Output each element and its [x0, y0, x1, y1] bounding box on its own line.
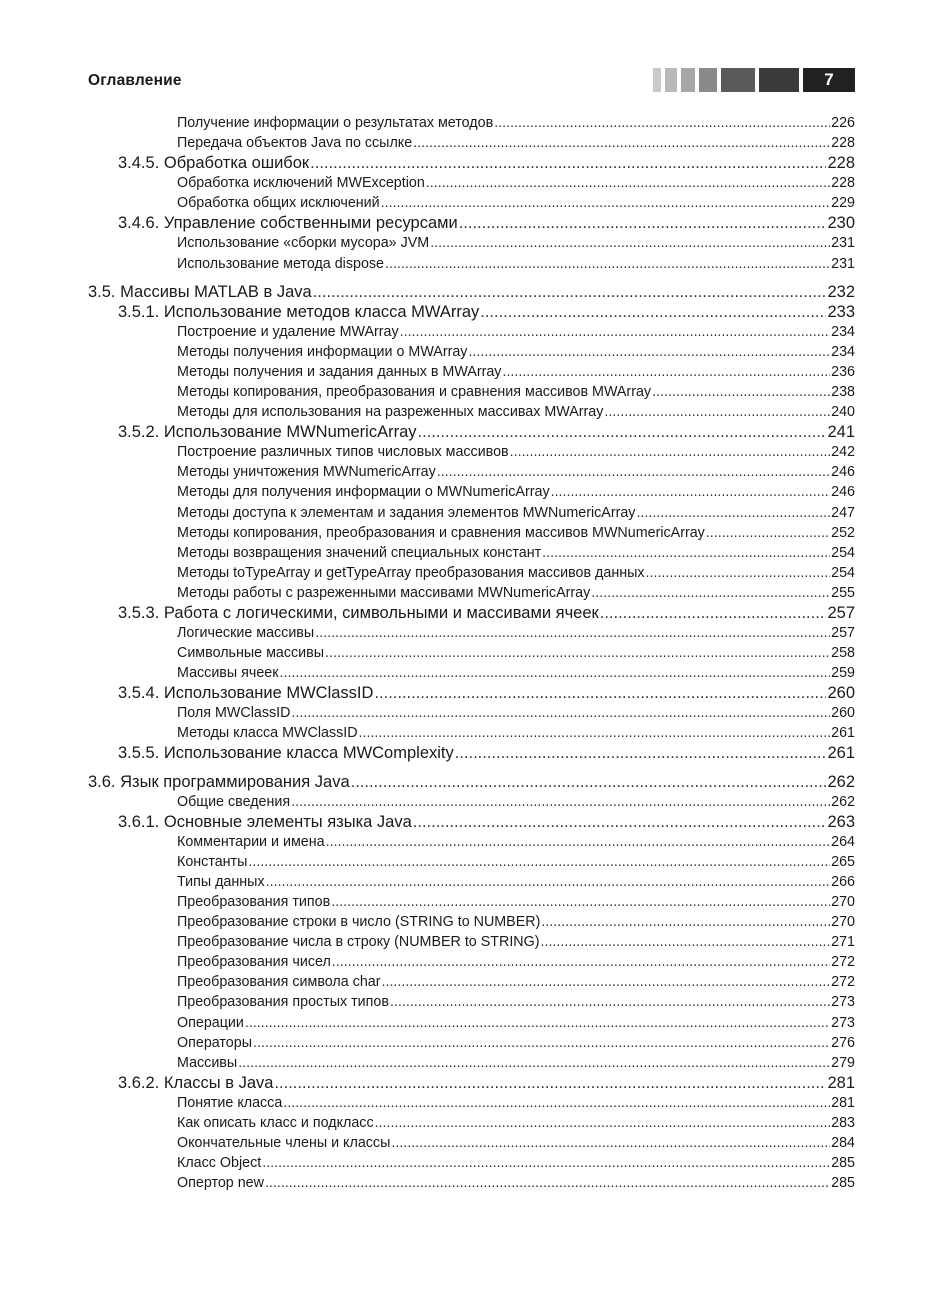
- toc-entry-title: Массивы: [177, 1054, 238, 1071]
- toc-section[interactable]: [88, 283, 855, 302]
- toc-subsection[interactable]: [88, 154, 855, 173]
- dot-leader: [591, 585, 830, 601]
- toc-entry-page: 252: [831, 524, 855, 541]
- toc-entry-title: Методы класса MWClassID: [177, 725, 358, 742]
- dot-leader: [262, 1155, 830, 1171]
- dot-leader: [248, 854, 830, 870]
- toc-entry[interactable]: [88, 115, 855, 131]
- toc-entry-page: 240: [831, 404, 855, 421]
- toc-entry-title: Преобразование числа в строку (NUMBER to STRING): [177, 934, 540, 951]
- toc-entry-page: 241: [827, 423, 855, 442]
- toc-entry-page: 246: [831, 484, 855, 501]
- toc-entry[interactable]: [88, 854, 855, 870]
- toc-entry-title: 3.4.5. Обработка ошибок: [118, 154, 310, 173]
- dot-leader: [430, 235, 830, 251]
- toc-entry-page: 260: [827, 684, 855, 703]
- toc-entry[interactable]: [88, 484, 855, 500]
- toc-entry-title: 3.6.2. Классы в Java: [118, 1073, 274, 1092]
- dot-leader: [274, 1074, 826, 1093]
- toc-entry-page: 231: [831, 235, 855, 252]
- dot-leader: [413, 813, 827, 832]
- toc-entry-title: Методы копирования, преобразования и сравнения массивов MWArray: [177, 384, 652, 401]
- toc-entry-page: 260: [831, 705, 855, 722]
- toc-entry-page: 279: [831, 1054, 855, 1071]
- dot-leader: [351, 773, 827, 792]
- toc-entry[interactable]: [88, 565, 855, 581]
- toc-entry-title: Использование метода dispose: [177, 255, 385, 272]
- dot-leader: [636, 505, 830, 521]
- toc-entry[interactable]: [88, 505, 855, 521]
- dot-leader: [374, 684, 826, 703]
- toc-entry-page: 276: [831, 1034, 855, 1051]
- toc-entry[interactable]: [88, 1175, 855, 1191]
- toc-entry-title: 3.5.2. Использование MWNumericArray: [118, 423, 417, 442]
- toc-entry-page: 284: [831, 1135, 855, 1151]
- toc-entry[interactable]: [88, 525, 855, 541]
- dot-leader: [437, 464, 830, 480]
- toc-entry[interactable]: [88, 1135, 855, 1151]
- decor-bar: [721, 68, 755, 92]
- toc-entry-title: Преобразования простых типов: [177, 994, 389, 1011]
- toc-entry[interactable]: [88, 256, 855, 272]
- toc-entry-page: 254: [831, 564, 855, 581]
- toc-subsection[interactable]: [88, 1074, 855, 1093]
- toc-entry[interactable]: [88, 625, 855, 641]
- toc-entry-page: 228: [831, 135, 855, 152]
- toc-entry-page: 285: [831, 1155, 855, 1172]
- toc-entry[interactable]: [88, 1115, 855, 1131]
- dot-leader: [455, 744, 827, 763]
- toc-entry-page: 262: [831, 793, 855, 810]
- toc-entry-title: Преобразования типов: [177, 894, 331, 911]
- toc-entry-page: 261: [831, 725, 855, 742]
- toc-entry-page: 247: [831, 504, 855, 521]
- toc-entry[interactable]: [88, 874, 855, 890]
- dot-leader: [426, 175, 830, 191]
- toc-entry-title: Операции: [177, 1014, 244, 1031]
- dot-leader: [332, 954, 830, 970]
- toc-subsection[interactable]: [88, 813, 855, 832]
- dot-leader: [375, 1115, 831, 1131]
- toc-entry[interactable]: [88, 235, 855, 251]
- toc-entry[interactable]: [88, 725, 855, 741]
- dot-leader: [265, 1175, 830, 1191]
- toc-entry-page: 234: [831, 343, 855, 360]
- toc-entry-title: Символьные массивы: [177, 645, 325, 662]
- toc-entry-title: Методы копирования, преобразования и сравнения массивов MWNumericArray: [177, 524, 705, 541]
- dot-leader: [413, 135, 830, 151]
- dot-leader: [706, 525, 830, 541]
- toc-entry[interactable]: [88, 344, 855, 360]
- toc-entry-page: 266: [831, 873, 855, 890]
- toc-entry-title: Использование «сборки мусора» JVM: [177, 235, 430, 252]
- toc-entry-title: Методы toTypeArray и getTypeArray преобразования массивов данных: [177, 564, 645, 581]
- dot-leader: [315, 625, 830, 641]
- toc-subsection[interactable]: [88, 214, 855, 233]
- toc-entry-title: Обработка исключений MWException: [177, 175, 425, 192]
- toc-entry[interactable]: [88, 1095, 855, 1111]
- decor-bar: [681, 68, 695, 92]
- toc-entry-page: 254: [831, 544, 855, 561]
- toc-entry-page: 242: [831, 444, 855, 461]
- toc-entry-title: Преобразования чисел: [177, 954, 331, 971]
- toc-entry[interactable]: [88, 464, 855, 480]
- toc-entry[interactable]: [88, 364, 855, 380]
- toc-entry[interactable]: [88, 994, 855, 1010]
- toc-entry[interactable]: [88, 135, 855, 151]
- dot-leader: [291, 705, 830, 721]
- toc-entry[interactable]: [88, 195, 855, 211]
- decor-bar: [665, 68, 677, 92]
- toc-entry[interactable]: [88, 545, 855, 561]
- toc-entry-page: 230: [827, 214, 855, 233]
- toc-entry[interactable]: [88, 1015, 855, 1031]
- toc-entry-page: 232: [827, 282, 855, 301]
- toc-entry[interactable]: [88, 1035, 855, 1051]
- decor-bar: [699, 68, 717, 92]
- running-title: Оглавление: [88, 72, 182, 89]
- toc-subsection[interactable]: [88, 423, 855, 442]
- toc-entry-page: 257: [831, 625, 855, 641]
- toc-section[interactable]: [88, 773, 855, 792]
- toc-entry[interactable]: [88, 914, 855, 930]
- toc-entry-title: 3.4.6. Управление собственными ресурсами: [118, 214, 458, 233]
- toc-entry-title: Поля MWClassID: [177, 705, 291, 722]
- toc-entry-title: Комментарии и имена: [177, 833, 325, 850]
- toc-entry[interactable]: [88, 384, 855, 400]
- toc-entry-page: 226: [831, 115, 855, 131]
- dot-leader: [382, 974, 831, 990]
- dot-leader: [238, 1055, 830, 1071]
- decor-bar: [759, 68, 799, 92]
- toc-entry-page: 281: [831, 1094, 855, 1111]
- toc-entry-page: 229: [831, 195, 855, 212]
- dot-leader: [359, 725, 831, 741]
- toc-entry-page: 228: [831, 175, 855, 192]
- dot-leader: [551, 484, 831, 500]
- toc-entry[interactable]: [88, 1155, 855, 1171]
- toc-entry[interactable]: [88, 705, 855, 721]
- toc-entry-title: Методы работы с разреженными массивами MWNumericArray: [177, 584, 591, 601]
- toc-entry-page: 273: [831, 994, 855, 1011]
- toc-entry-title: 3.5. Массивы MATLAB в Java: [88, 282, 312, 301]
- dot-leader: [652, 384, 830, 400]
- toc-entry-page: 258: [831, 645, 855, 662]
- dot-leader: [291, 794, 830, 810]
- toc-entry-title: 3.5.3. Работа с логическими, символьными и массивами ячеек: [118, 603, 599, 622]
- toc-entry-title: Передача объектов Java по ссылке: [177, 135, 413, 152]
- toc-entry-page: 262: [827, 772, 855, 791]
- toc-entry-title: Окончательные члены и классы: [177, 1135, 391, 1151]
- dot-leader: [480, 303, 826, 322]
- toc-entry-title: Методы возвращения значений специальных констант: [177, 544, 542, 561]
- toc-entry[interactable]: [88, 934, 855, 950]
- dot-leader: [502, 364, 830, 380]
- toc-entry-title: Преобразования символа char: [177, 974, 381, 991]
- toc-entry[interactable]: [88, 894, 855, 910]
- dot-leader: [266, 874, 831, 890]
- toc-entry-title: 3.6.1. Основные элементы языка Java: [118, 812, 412, 831]
- dot-leader: [280, 665, 831, 681]
- toc-entry-title: Типы данных: [177, 873, 265, 890]
- dot-leader: [310, 154, 826, 173]
- toc-subsection[interactable]: [88, 604, 855, 623]
- toc-entry-page: 261: [827, 744, 855, 763]
- toc-entry-title: Методы доступа к элементам и задания элементов MWNumericArray: [177, 504, 636, 521]
- header-decoration: [649, 68, 855, 92]
- toc-entry-title: Методы уничтожения MWNumericArray: [177, 464, 436, 481]
- dot-leader: [541, 914, 830, 930]
- toc-entry[interactable]: [88, 665, 855, 681]
- dot-leader: [326, 834, 831, 850]
- dot-leader: [283, 1095, 830, 1111]
- toc-entry-page: 259: [831, 665, 855, 682]
- toc-entry-page: 236: [831, 363, 855, 380]
- dot-leader: [541, 934, 831, 950]
- toc-entry-title: 3.6. Язык программирования Java: [88, 772, 350, 791]
- decor-bar: [653, 68, 661, 92]
- dot-leader: [390, 994, 830, 1010]
- toc-entry-title: Класс Object: [177, 1155, 262, 1172]
- dot-leader: [418, 423, 827, 442]
- toc-entry[interactable]: [88, 794, 855, 810]
- toc-entry-page: 265: [831, 853, 855, 870]
- toc-entry[interactable]: [88, 324, 855, 340]
- toc-entry-title: Опертор new: [177, 1175, 264, 1192]
- toc-entry-title: Понятие класса: [177, 1094, 283, 1111]
- toc-entry-page: 234: [831, 323, 855, 340]
- dot-leader: [325, 645, 830, 661]
- toc-entry-page: 270: [831, 894, 855, 911]
- dot-leader: [459, 214, 827, 233]
- toc-subsection[interactable]: [88, 684, 855, 703]
- toc-entry-page: 257: [827, 603, 855, 622]
- toc-subsection[interactable]: [88, 744, 855, 763]
- toc-entry-title: 3.5.5. Использование класса MWComplexity: [118, 744, 454, 763]
- toc-entry[interactable]: [88, 585, 855, 601]
- toc-entry-page: 271: [831, 934, 855, 951]
- toc-entry-title: 3.5.4. Использование MWClassID: [118, 684, 374, 703]
- dot-leader: [542, 545, 830, 561]
- toc-entry-title: 3.5.1. Использование методов класса MWArray: [118, 302, 480, 321]
- dot-leader: [468, 344, 830, 360]
- toc-entry[interactable]: [88, 404, 855, 420]
- toc-subsection[interactable]: [88, 303, 855, 322]
- toc-entry-page: 273: [831, 1014, 855, 1031]
- toc-entry[interactable]: [88, 954, 855, 970]
- toc-entry-page: 255: [831, 584, 855, 601]
- toc-entry-title: Получение информации о результатах методов: [177, 115, 494, 131]
- dot-leader: [381, 195, 830, 211]
- toc-entry-page: 285: [831, 1175, 855, 1192]
- toc-entry[interactable]: [88, 175, 855, 191]
- dot-leader: [510, 444, 830, 460]
- toc-entry[interactable]: [88, 974, 855, 990]
- toc-entry-title: Массивы ячеек: [177, 665, 279, 682]
- page-header: [88, 68, 855, 94]
- toc-entry-title: Методы для использования на разреженных массивах MWArray: [177, 404, 604, 421]
- toc-entry-page: 281: [827, 1073, 855, 1092]
- toc-entry-page: 233: [827, 302, 855, 321]
- toc-entry-page: 270: [831, 914, 855, 931]
- toc-entry-title: Построение различных типов числовых массивов: [177, 444, 509, 461]
- dot-leader: [253, 1035, 830, 1051]
- toc-entry-page: 228: [827, 154, 855, 173]
- dot-leader: [494, 115, 830, 131]
- toc-entry-title: Обработка общих исключений: [177, 195, 380, 212]
- dot-leader: [604, 404, 830, 420]
- toc-entry-page: 272: [831, 954, 855, 971]
- dot-leader: [391, 1135, 830, 1151]
- dot-leader: [313, 283, 827, 302]
- toc-entry-page: 246: [831, 464, 855, 481]
- toc-entry-title: Логические массивы: [177, 625, 315, 641]
- toc-entry-page: 283: [831, 1114, 855, 1131]
- toc-entry[interactable]: [88, 645, 855, 661]
- dot-leader: [331, 894, 830, 910]
- dot-leader: [646, 565, 831, 581]
- toc-entry-page: 238: [831, 384, 855, 401]
- page-number: 7: [803, 68, 855, 92]
- toc-entry-title: Константы: [177, 853, 248, 870]
- toc-entry-title: Операторы: [177, 1034, 252, 1051]
- toc-entry[interactable]: [88, 1055, 855, 1071]
- dot-leader: [600, 604, 827, 623]
- toc-entry[interactable]: [88, 444, 855, 460]
- toc-entry-page: 263: [827, 812, 855, 831]
- toc-entry-title: Общие сведения: [177, 793, 291, 810]
- toc-entry[interactable]: [88, 834, 855, 850]
- toc-entry-page: 272: [831, 974, 855, 991]
- toc-entry-page: 231: [831, 255, 855, 272]
- toc-entry-title: Построение и удаление MWArray: [177, 323, 399, 340]
- toc-entry-title: Методы получения и задания данных в MWArray: [177, 363, 502, 380]
- toc-entry-title: Методы получения информации о MWArray: [177, 343, 468, 360]
- dot-leader: [400, 324, 831, 340]
- dot-leader: [245, 1015, 830, 1031]
- toc-entry-page: 264: [831, 833, 855, 850]
- toc-entry-title: Преобразование строки в число (STRING to NUMBER): [177, 914, 541, 931]
- dot-leader: [385, 256, 830, 272]
- toc-entry-title: Методы для получения информации о MWNumericArray: [177, 484, 550, 501]
- toc-entry-title: Как описать класс и подкласс: [177, 1114, 374, 1131]
